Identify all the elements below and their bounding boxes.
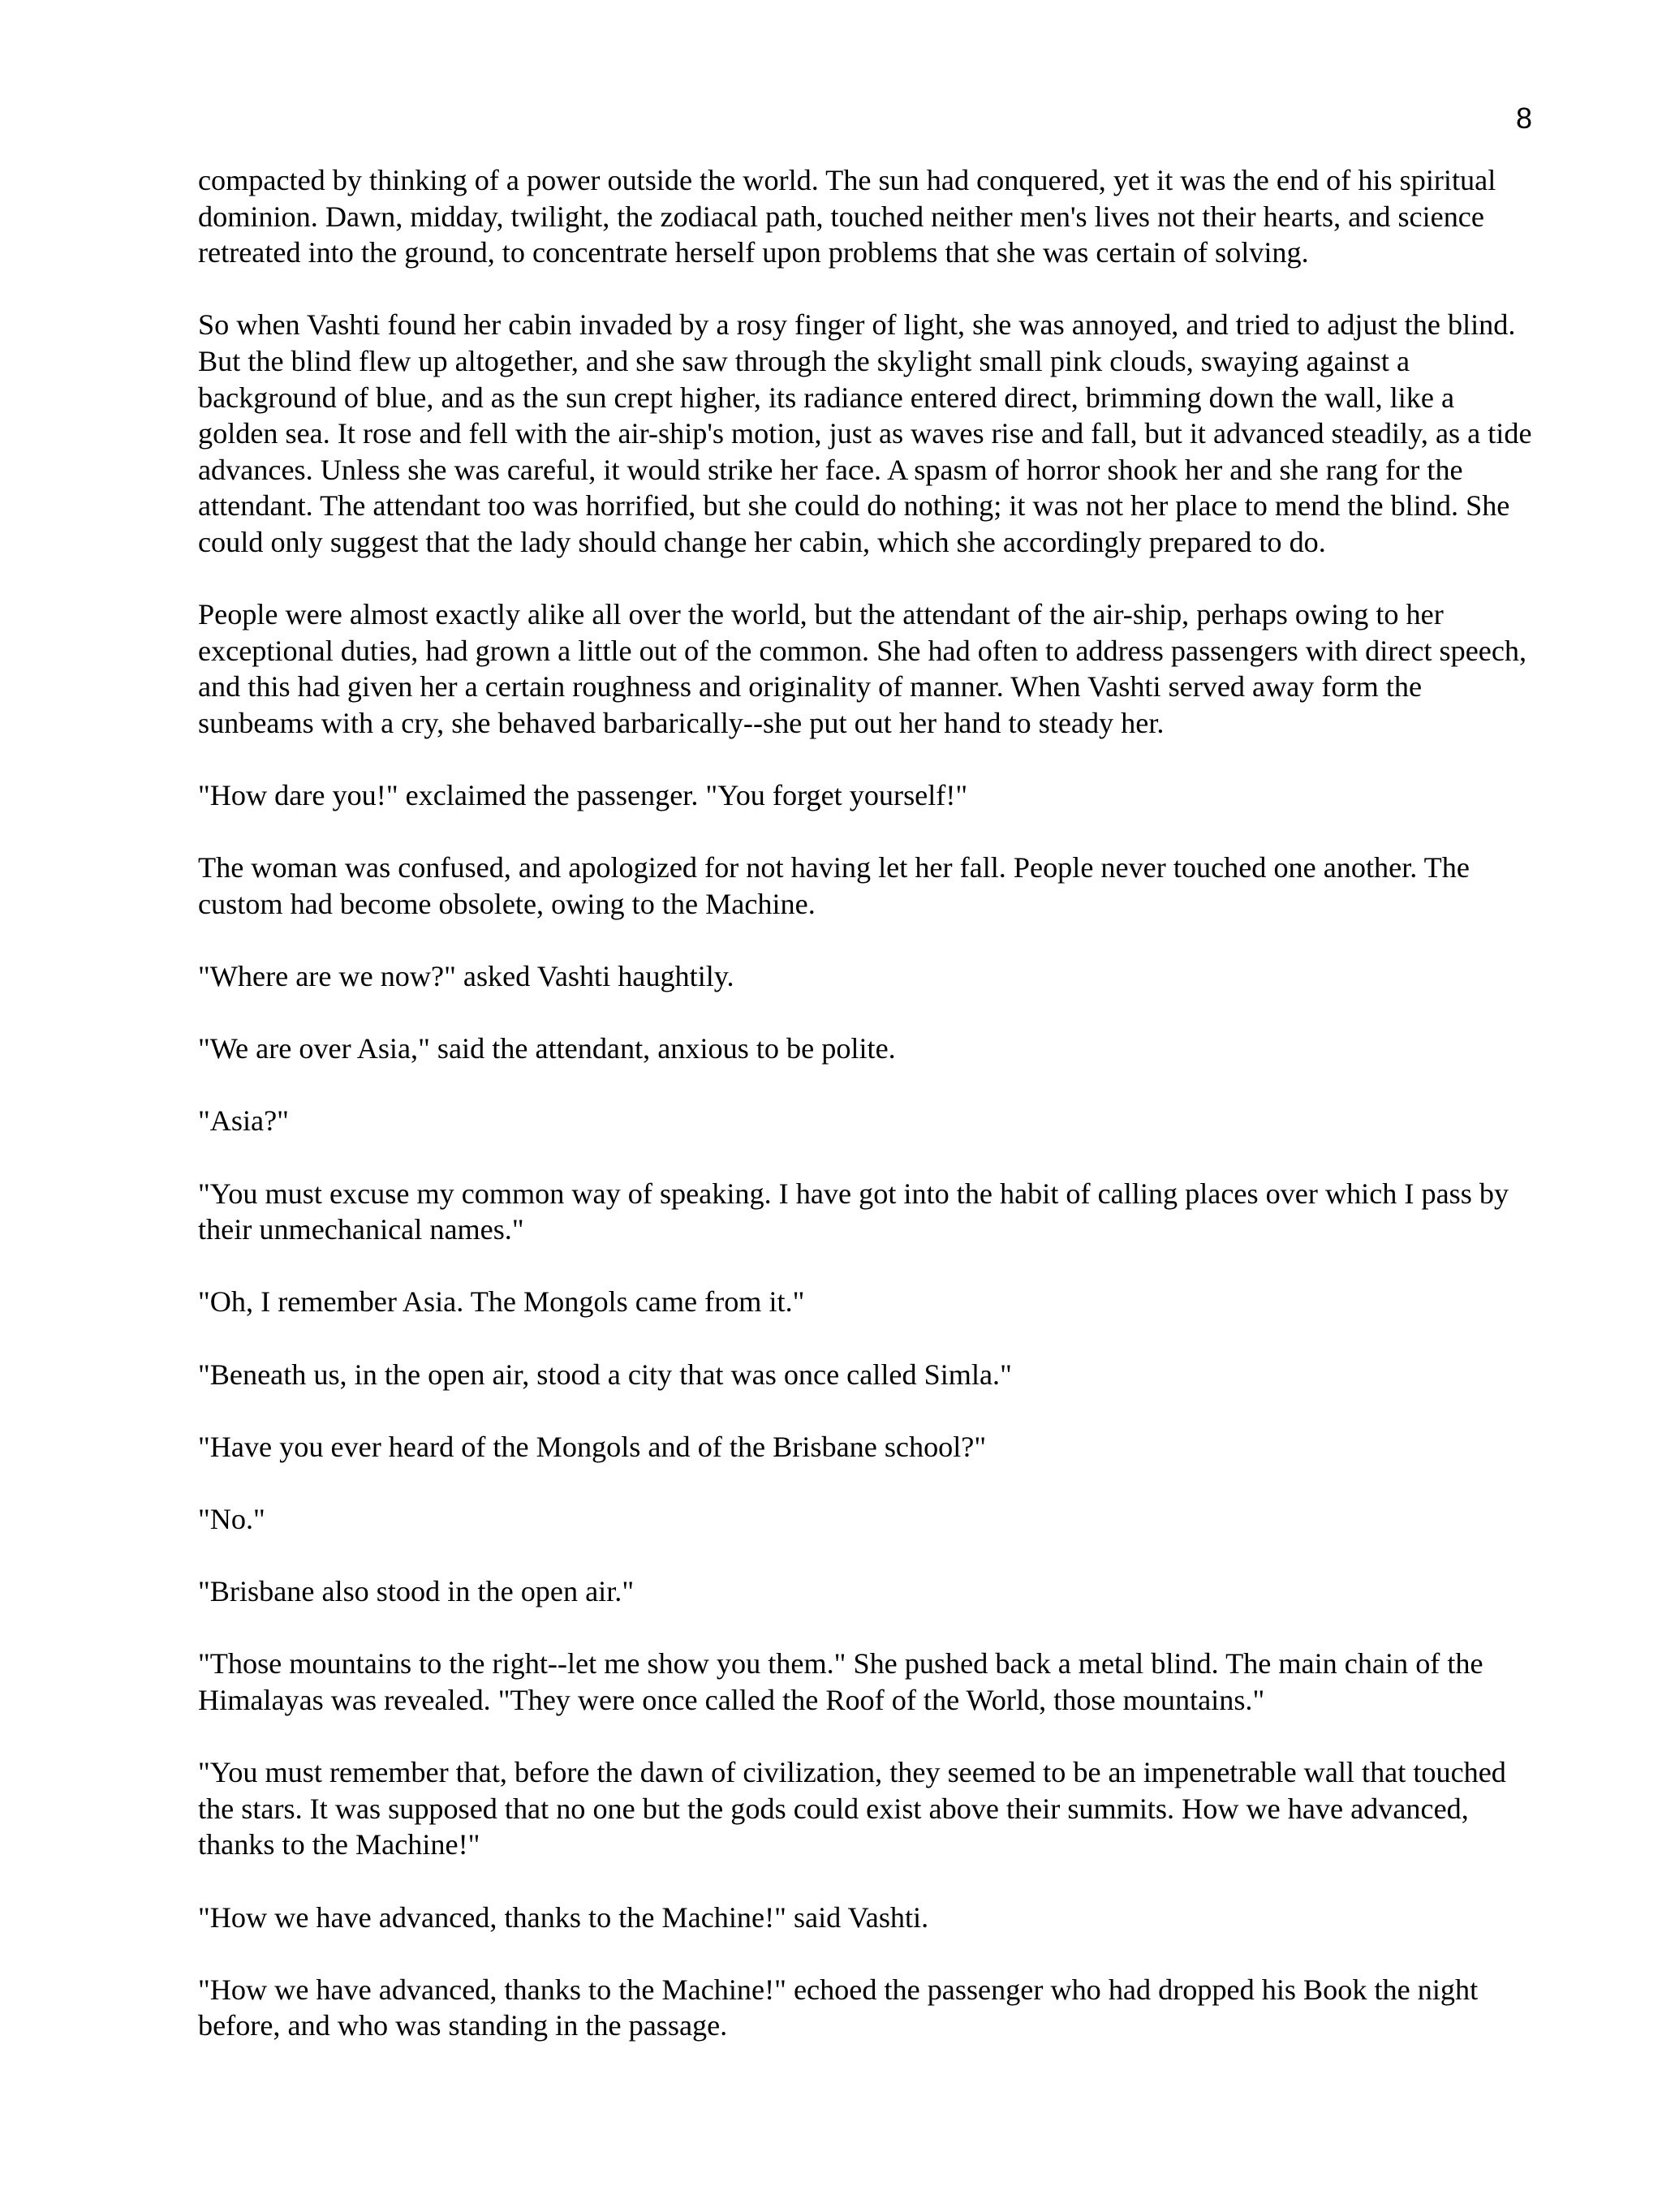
body-text xyxy=(198,162,1537,2080)
paragraph-1: compacted by thinking of a power outside the world. The sun had conquered, yet it was the end of his spiritual dominion. Dawn, midday, twilight, the zodiacal path, touched neither men's lives not their hearts, and science retreated into the ground, to concentrate herself upon problems that she was certain of solving. xyxy=(198,164,1496,269)
paragraph-17: "How we have advanced, thanks to the Machine!" said Vashti. xyxy=(198,1900,929,1934)
paragraph-3: People were almost exactly alike all over the world, but the attendant of the air-ship, perhaps owing to her exceptional duties, had grown a little out of the common. She had often to address passengers with direct speech, and this had given her a certain roughness and originality of manner. When Vashti served away form the sunbeams with a cry, she behaved barbarically--she put out her hand to steady her. xyxy=(198,598,1527,739)
paragraph-9: "You must excuse my common way of speaking. I have got into the habit of calling places over which I pass by their unmechanical names." xyxy=(198,1177,1509,1246)
paragraph-6: "Where are we now?" asked Vashti haughtily. xyxy=(198,960,734,993)
paragraph-8: "Asia?" xyxy=(198,1104,289,1138)
paragraph-18: "How we have advanced, thanks to the Machine!" echoed the passenger who had dropped his Book the night before, and who was standing in the passage. xyxy=(198,1973,1479,2042)
paragraph-7: "We are over Asia," said the attendant, anxious to be polite. xyxy=(198,1032,896,1065)
paragraph-10: "Oh, I remember Asia. The Mongols came from it." xyxy=(198,1285,805,1319)
paragraph-15: "Those mountains to the right--let me show you them." She pushed back a metal blind. The main chain of the Himalayas was revealed. "They were once called the Roof of the World, those mountains." xyxy=(198,1647,1483,1716)
paragraph-2: So when Vashti found her cabin invaded by a rosy finger of light, she was annoyed, and tried to adjust the blind. But the blind flew up altogether, and she saw through the skylight small pink clouds, swaying against a background of blue, and as the sun crept higher, its radiance entered direct, brimming down the wall, like a golden sea. It rose and fell with the air-ship's motion, just as waves rise and fall, but it advanced steadily, as a tide advances. Unless she was careful, it would strike her face. A spasm of horror shook her and she rang for the attendant. The attendant too was horrified, but she could do nothing; it was not her place to mend the blind. She could only suggest that the lady should change her cabin, which she accordingly prepared to do. xyxy=(198,308,1532,558)
paragraph-4: "How dare you!" exclaimed the passenger. "You forget yourself!" xyxy=(198,779,968,812)
page-number: 8 xyxy=(1515,101,1532,135)
paragraph-16: "You must remember that, before the dawn of civilization, they seemed to be an impenetrable wall that touched the stars. It was supposed that no one but the gods could exist above their summits. How we have advanced, thanks to the Machine!" xyxy=(198,1756,1506,1861)
paragraph-13: "No." xyxy=(198,1502,265,1535)
paragraph-5: The woman was confused, and apologized for not having let her fall. People never touched one another. The custom had become obsolete, owing to the Machine. xyxy=(198,851,1470,920)
paragraph-11: "Beneath us, in the open air, stood a city that was once called Simla." xyxy=(198,1358,1012,1391)
paragraph-14: "Brisbane also stood in the open air." xyxy=(198,1575,635,1608)
paragraph-12: "Have you ever heard of the Mongols and of the Brisbane school?" xyxy=(198,1430,987,1463)
